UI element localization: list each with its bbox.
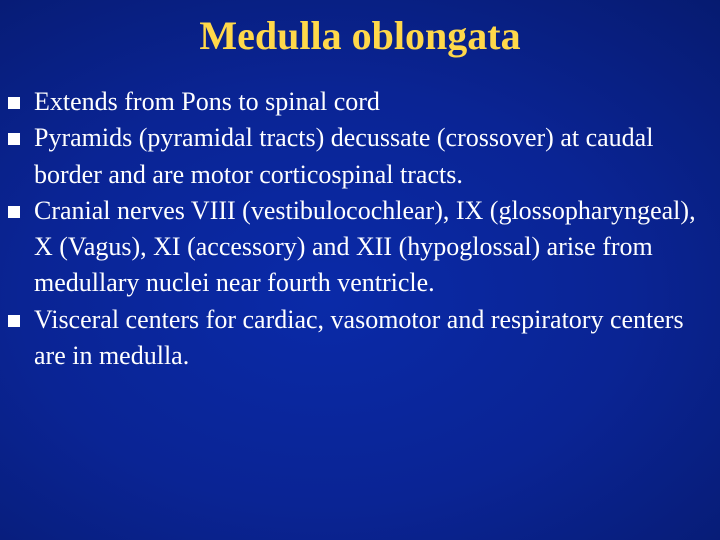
- bullet-text: Extends from Pons to spinal cord: [34, 87, 380, 116]
- bullet-item: [4, 193, 709, 302]
- bullet-text: Cranial nerves VIII (vestibulocochlear), IX (glossopharyngeal), X (Vagus), XI (accessory) and XII (hypoglossal) arise from medullary nuclei near fourth ventricle.: [34, 195, 696, 298]
- square-bullet-icon: [8, 97, 20, 109]
- slide-title: Medulla oblongata: [199, 13, 521, 58]
- square-bullet-icon: [8, 133, 20, 145]
- square-bullet-icon: [8, 315, 20, 327]
- bullet-item: [4, 120, 709, 193]
- bullet-text: Visceral centers for cardiac, vasomotor and respiratory centers are in medulla.: [34, 304, 684, 371]
- bullet-item: [4, 302, 709, 375]
- square-bullet-icon: [8, 206, 20, 218]
- bullet-item: [4, 84, 709, 120]
- bullet-list: [4, 84, 709, 374]
- bullet-text: Pyramids (pyramidal tracts) decussate (crossover) at caudal border and are motor corticospinal tracts.: [34, 123, 654, 189]
